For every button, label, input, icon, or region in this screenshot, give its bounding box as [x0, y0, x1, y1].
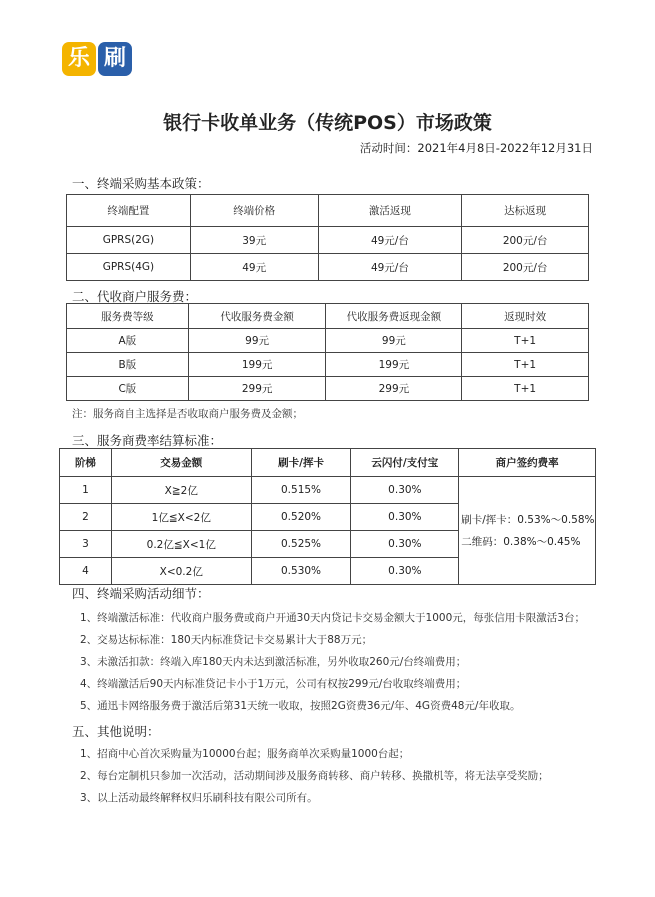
table-row	[67, 254, 589, 281]
service-fee-note: 注：服务商自主选择是否收取商户服务费及金额；	[72, 408, 303, 420]
table-cell: 49元/台	[318, 254, 462, 281]
table-cell: 3	[60, 531, 112, 558]
table-row	[67, 227, 589, 254]
table-cell: C版	[67, 377, 189, 401]
table-cell: 0.515%	[251, 477, 351, 504]
header-cell: 交易金额	[111, 449, 251, 477]
section4-item: 2、交易达标标准：180天内标准贷记卡交易累计大于88万元；	[80, 634, 373, 646]
table-cell: 0.30%	[351, 558, 459, 585]
table-cell: 299元	[326, 377, 462, 401]
table-cell: T+1	[462, 377, 589, 401]
merchant-rate-qrcode: 二维码：0.38%～0.45%	[461, 535, 581, 548]
table-row	[67, 353, 589, 377]
table-cell: 4	[60, 558, 112, 585]
table-cell: 299元	[188, 377, 326, 401]
table-cell: 0.530%	[251, 558, 351, 585]
section3-heading: 三、服务商费率结算标准：	[72, 433, 223, 448]
header-cell: 终端配置	[67, 195, 191, 227]
service-fee-table	[66, 303, 589, 401]
header-cell: 代收服务费返现金额	[326, 304, 462, 329]
header-cell: 达标返现	[462, 195, 589, 227]
document-title: 银行卡收单业务（传统POS）市场政策	[163, 112, 492, 134]
header-cell: 服务费等级	[67, 304, 189, 329]
table-cell: T+1	[462, 329, 589, 353]
section5-item: 1、招商中心首次采购量为10000台起；服务商单次采购量1000台起；	[80, 748, 410, 760]
section5-item: 3、以上活动最终解释权归乐刷科技有限公司所有。	[80, 792, 318, 804]
table-row	[60, 477, 596, 504]
table-cell: 99元	[188, 329, 326, 353]
merchant-rate-card: 刷卡/挥卡：0.53%～0.58%	[461, 513, 595, 526]
table-header-row	[67, 304, 589, 329]
table-cell: 0.30%	[351, 477, 459, 504]
table-cell: 49元	[190, 254, 318, 281]
table-cell: 0.520%	[251, 504, 351, 531]
section4-item: 3、未激活扣款：终端入库180天内未达到激活标准，另外收取260元/台终端费用；	[80, 656, 467, 668]
header-cell: 终端价格	[190, 195, 318, 227]
header-cell: 商户签约费率	[459, 449, 596, 477]
activity-period: 活动时间：2021年4月8日-2022年12月31日	[359, 141, 593, 155]
table-cell: 2	[60, 504, 112, 531]
header-cell: 激活返现	[318, 195, 462, 227]
rate-settlement-table	[59, 448, 596, 585]
table-cell: GPRS(4G)	[67, 254, 191, 281]
merchant-rate-cell	[459, 477, 596, 585]
table-cell: X≧2亿	[111, 477, 251, 504]
table-cell: GPRS(2G)	[67, 227, 191, 254]
section2-heading: 二、代收商户服务费：	[72, 289, 198, 304]
table-row	[67, 377, 589, 401]
header-cell: 返现时效	[462, 304, 589, 329]
table-header-row	[60, 449, 596, 477]
section4-item: 1、终端激活标准：代收商户服务费或商户开通30天内贷记卡交易金额大于1000元，每张信用卡限激活3台；	[80, 612, 585, 624]
header-cell: 刷卡/挥卡	[251, 449, 351, 477]
header-cell: 阶梯	[60, 449, 112, 477]
table-cell: 99元	[326, 329, 462, 353]
table-row	[67, 329, 589, 353]
table-cell: A版	[67, 329, 189, 353]
header-cell: 代收服务费金额	[188, 304, 326, 329]
table-cell: 0.30%	[351, 504, 459, 531]
terminal-purchase-table	[66, 194, 589, 281]
header-cell: 云闪付/支付宝	[351, 449, 459, 477]
table-cell: 0.30%	[351, 531, 459, 558]
table-cell: 0.525%	[251, 531, 351, 558]
section5-heading: 五、其他说明：	[72, 724, 160, 739]
table-cell: 199元	[188, 353, 326, 377]
table-cell: 39元	[190, 227, 318, 254]
table-cell: 49元/台	[318, 227, 462, 254]
table-cell: X<0.2亿	[111, 558, 251, 585]
logo-char-shua: 刷	[98, 42, 132, 76]
section4-item: 5、通迅卡网络服务费于激活后第31天统一收取，按照2G资费36元/年、4G资费48元/年收取。	[80, 700, 521, 712]
section4-heading: 四、终端采购活动细节：	[72, 586, 210, 601]
table-cell: 1亿≦X<2亿	[111, 504, 251, 531]
table-cell: 199元	[326, 353, 462, 377]
table-cell: T+1	[462, 353, 589, 377]
table-cell: 1	[60, 477, 112, 504]
table-cell: B版	[67, 353, 189, 377]
table-cell: 200元/台	[462, 254, 589, 281]
company-logo	[62, 42, 132, 76]
section4-item: 4、终端激活后90天内标准贷记卡小于1万元，公司有权按299元/台收取终端费用；	[80, 678, 467, 690]
table-header-row	[67, 195, 589, 227]
section5-item: 2、每台定制机只参加一次活动，活动期间涉及服务商转移、商户转移、换撒机等，将无法享受奖励；	[80, 770, 549, 782]
table-cell: 200元/台	[462, 227, 589, 254]
section1-heading: 一、终端采购基本政策：	[72, 176, 210, 191]
table-cell: 0.2亿≦X<1亿	[111, 531, 251, 558]
logo-char-le: 乐	[62, 42, 96, 76]
